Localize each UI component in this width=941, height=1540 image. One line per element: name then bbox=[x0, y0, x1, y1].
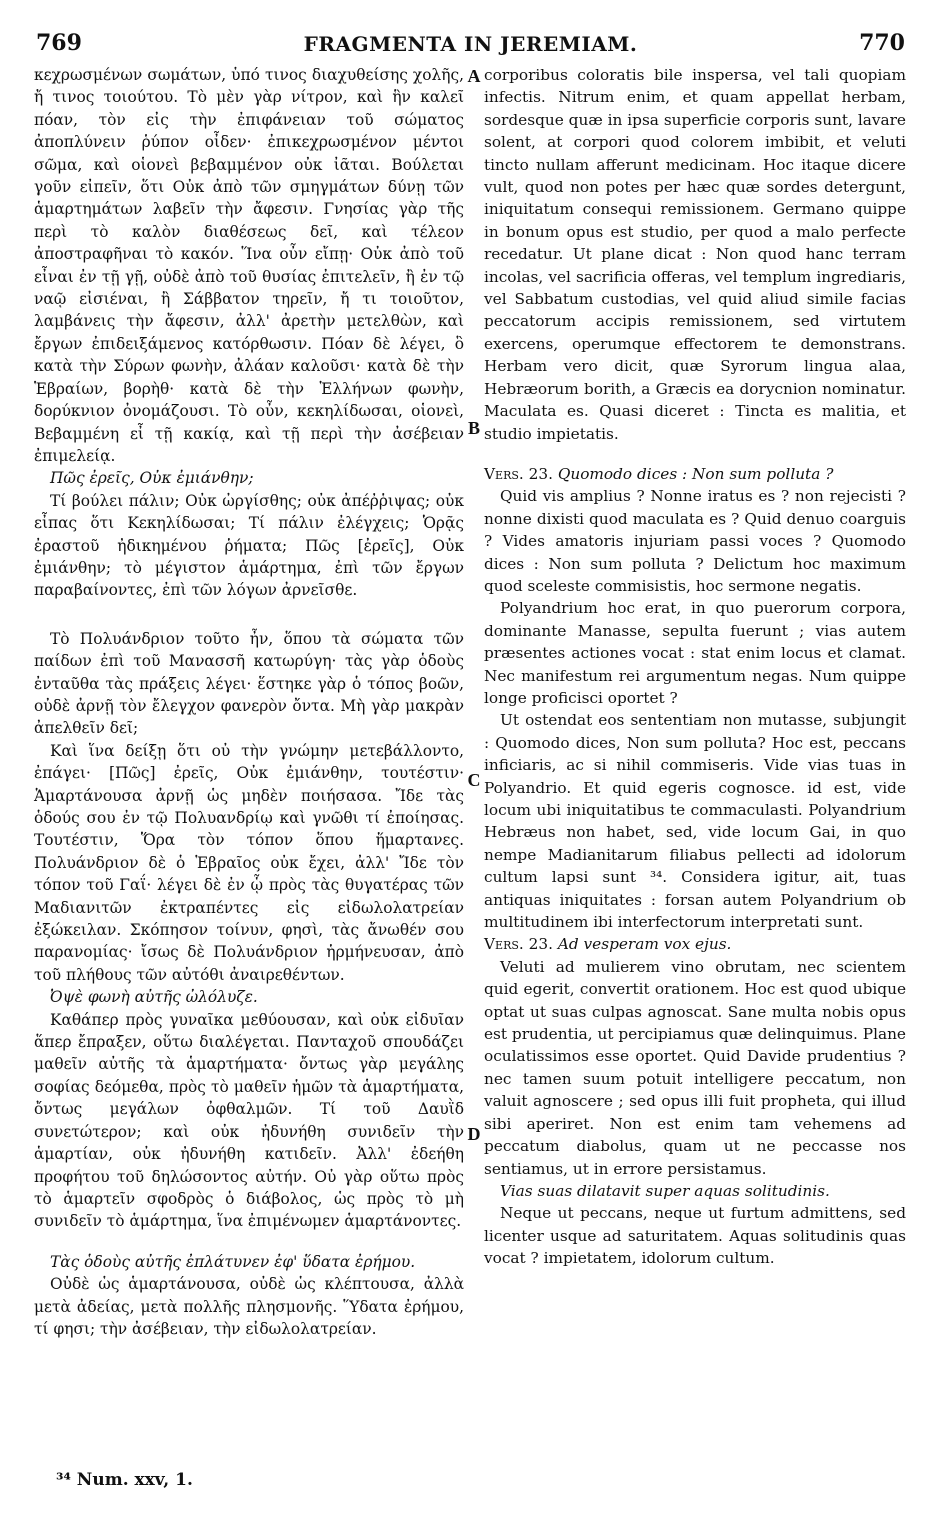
latin-column bbox=[484, 64, 906, 1270]
greek-lemma: Τὰς ὁδοὺς αὐτῆς ἐπλάτυνεν ἐφ' ὕδατα ἐρήμου. bbox=[50, 1252, 416, 1271]
margin-marker-c: C bbox=[467, 770, 481, 790]
greek-paragraph: κεχρωσμένων σωμάτων, ὑπό τινος διαχυθείσης χολῆς, ἤ τινος τοιούτου. Τὸ μὲν γὰρ νίτρον, καὶ ἣν καλεῖ πόαν, τὸν εἰς τὴν ἐπιφάνειαν τοῦ σώματος ἀποπλύνειν ῥύπον οἶδεν· ἐπικεχρωσμένον μέντοι σῶμα, καὶ οἱονεὶ βεβαμμένον οὐκ ἰᾶται. Βούλεται γοῦν εἰπεῖν, ὅτι Οὐκ ἀπὸ τῶν σμηγμάτων δύνῃ τῶν ἁμαρτημάτων λαβεῖν τὴν ἄφεσιν. Γνησίας γὰρ τῆς περὶ τὸ καλὸν διαθέσεως δεῖ, καὶ τέλεον ἀποστραφῆναι τὸ κακόν. Ἵνα οὖν εἴπῃ· Οὐκ ἀπὸ τοῦ εἶναι ἐν τῇ γῇ, οὐδὲ ἀπὸ τοῦ θυσίας ἐπιτελεῖν, ἢ ἐν τῷ ναῷ εἰσιέναι, ἢ Σάββατον τηρεῖν, ἤ τι τοιοῦτον, λαμβάνεις τὴν ἄφεσιν, ἀλλ' ἀρετὴν μετελθὼν, καὶ ἔργων ἐπιδειξάμενος κατόρθωσιν. Πόαν δὲ λέγει, ὃ κατὰ τὴν Σύρων φωνὴν, ἀλάαν καλοῦσι· κατὰ δὲ τὴν Ἑβραίων, βορὴθ· κατὰ δὲ τὴν Ἑλλήνων φωνὴν, δορύκνιον ὀνομάζουσι. Τὸ οὖν, κεκηλίδωσαι, οἱονεὶ, Βεβαμμένη εἶ τῇ κακίᾳ, καὶ τῇ περὶ τὴν ἀσέβειαν ἐπιμελείᾳ. bbox=[34, 66, 464, 465]
greek-paragraph: Οὐδὲ ὡς ἁμαρτάνουσα, οὐδὲ ὡς κλέπτουσα, ἀλλὰ μετὰ ἀδείας, μετὰ πολλῆς πλησμονῆς. Ὕδατα ἐρήμου, τί φησι; τὴν ἀσέβειαν, τὴν εἰδωλολατρείαν. bbox=[34, 1275, 464, 1338]
latin-paragraph: Polyandrium hoc erat, in quo puerorum corpora, dominante Manasse, sepulta fuerunt ; vias autem præsentes actiones vocat : stat enim locus et clamat. Nec manifestum rei argumentum negas. Num quippe longe proficisci oportet ? bbox=[484, 599, 906, 707]
page-number-right: 770 bbox=[859, 30, 905, 56]
greek-paragraph: Τὸ Πολυάνδριον τοῦτο ἦν, ὅπου τὰ σώματα τῶν παίδων ἐπὶ τοῦ Μανασσῆ κατωρύγη· τὰς γὰρ ὁδοὺς ἐνταῦθα τὰς πράξεις λέγει· ἕστηκε γὰρ ὁ τόπος βοῶν, οὐδὲ ἀρνῇ τὸν ἔλεγχον φανερὸν ὄντα. Μὴ γὰρ μακρὰν ἀπελθεῖν δεῖ; bbox=[34, 629, 464, 738]
greek-paragraph: Τί βούλει πάλιν; Οὐκ ὠργίσθης; οὐκ ἀπέῤῥιψας; οὐκ εἶπας ὅτι Κεκηλίδωσαι; Τί πάλιν ἐλέγχεις; Ὁρᾷς ἐραστοῦ ἠδικημένου ῥήματα; Πῶς [ἐρεῖς], Οὐκ ἐμιάνθην; τὸ μέγιστον ἁμάρτημα, ἐπὶ τῶν ἔργων παραβαίνοντες, ἐπὶ τῶν λόγων ἀρνεῖσθε. bbox=[34, 491, 464, 600]
greek-paragraph: Καθάπερ πρὸς γυναῖκα μεθύουσαν, καὶ οὐκ εἰδυῖαν ἅπερ ἔπραξεν, οὕτω διαλέγεται. Πανταχοῦ σπουδάζει μαθεῖν αὐτῆς τὰ ἁμαρτήματα· ὄντως γὰρ μεγάλης σοφίας δεόμεθα, πρὸς τὸ μαθεῖν ἡμῶν τὰ ἁμαρτήματα, ὄντως μεγάλων ὀφθαλμῶν. Τί τοῦ Δαυῒδ συνετώτερον; καὶ οὐκ ἠδυνήθη συνιδεῖν τὴν ἁμαρτίαν, οὐκ ἠδυνήθη κατιδεῖν. Ἀλλ' ἐδεήθη προφήτου τοῦ δηλώσοντος αὐτήν. Οὐ γὰρ οὕτω πρὸς τὸ ἁμαρτεῖν σφοδρὸς ὁ διάβολος, ὡς πρὸς τὸ μὴ συνιδεῖν τὸ ἁμάρτημα, ἵνα ἐπιμένωμεν ἁμαρτάνοντες. bbox=[34, 1010, 464, 1231]
greek-column bbox=[34, 64, 464, 1340]
margin-marker-a: A bbox=[467, 66, 481, 86]
verse-heading bbox=[484, 933, 906, 955]
latin-paragraph: Quid vis amplius ? Nonne iratus es ? non rejecisti ? nonne dixisti quod maculata es ? Quid denuo coarguis ? Vides amatoris injuriam passi voces ? Quomodo dices : Non sum polluta ? Delictum hoc maximum quod sceleste commisistis, hoc sermone negatis. bbox=[484, 487, 906, 595]
verse-label: Vers. 23. bbox=[484, 464, 553, 483]
verse-text: Ad vesperam vox ejus. bbox=[557, 935, 732, 954]
verse-text: Quomodo dices : Non sum polluta ? bbox=[557, 464, 834, 483]
latin-paragraph: Neque ut peccans, neque ut furtum admittens, sed licenter usque ad saturitatem. Aquas solitudinis quas vocat ? impietatem, idolorum cultum. bbox=[484, 1204, 906, 1268]
verse-heading bbox=[484, 463, 906, 485]
verse-label: Vers. 23. bbox=[484, 935, 553, 954]
latin-paragraph: Veluti ad mulierem vino obrutam, nec scientem quid egerit, convertit orationem. Hoc est quod ubique optat ut suas culpas agnoscat. Sane multa nobis opus est prudentia, ut percipiamus quæ delinquimus. Plane oculatissimos esse oportet. Quid Davide prudentius ? nec tamen suum potuit intelligere peccatum, non valuit agnoscere ; sed opus illi fuit propheta, qui illud sibi aperiret. Non est enim tam vehemens ad peccatum diabolus, quam ut ne peccasse nos sentiamus, ut in errore persistamus. bbox=[484, 957, 906, 1178]
page-number-left: 769 bbox=[36, 30, 82, 56]
latin-paragraph: Ut ostendat eos sententiam non mutasse, subjungit : Quomodo dices, Non sum polluta? Hoc est, peccans inficiaris, ac si nihil commiseris. Vide vias tuas in Polyandrio. Et quid egeris cognosce. id est, vide locum ubi iniquitatibus te commaculasti. Polyandrium Hebræus non habet, sed, vide locum Gai, in quo nempe Madianitarum filiabus pellecti ad idolorum cultum lapsi sunt ³⁴. Considera igitur, ait, tuas antiquas iniquitates : forsan autem Polyandrium ob multitudinem ibi interfectorum interpretati sunt. bbox=[484, 711, 906, 932]
greek-paragraph: Καὶ ἵνα δείξῃ ὅτι οὐ τὴν γνώμην μετεβάλλοντο, ἐπάγει· [Πῶς] ἐρεῖς, Οὐκ ἐμιάνθην, τουτέστιν· Ἁμαρτάνουσα ἀρνῇ ὡς μηδὲν ποιήσασα. Ἴδε τὰς ὁδούς σου ἐν τῷ Πολυανδρίῳ καὶ γνῶθι τί ἐποίησας. Τουτέστιν, Ὅρα τὸν τόπον ὅπου ἥμαρτανες. Πολυάνδριον δὲ ὁ Ἑβραῖος οὐκ ἔχει, ἀλλ' Ἴδε τὸν τόπον τοῦ Γαΐ· λέγει δὲ ἐν ᾧ πρὸς τὰς θυγατέρας τῶν Μαδιανιτῶν ἐκτραπέντες εἰς εἰδωλολατρείαν ἐξώκειλαν. Σκόπησον τοίνυν, φησὶ, τὰς ἄνωθέν σου παρανομίας· ἴσως δὲ Πολυάνδριον ἡρμήνευσαν, ἀπὸ τοῦ πλήθους τῶν αὐτόθι ἀναιρεθέντων. bbox=[34, 741, 464, 984]
margin-marker-d: D bbox=[467, 1124, 481, 1144]
greek-lemma: Ὀψὲ φωνὴ αὐτῆς ὠλόλυζε. bbox=[50, 988, 258, 1007]
margin-marker-b: B bbox=[467, 418, 480, 438]
page-title: FRAGMENTA IN JEREMIAM. bbox=[303, 32, 638, 56]
latin-paragraph: corporibus coloratis bile inspersa, vel tali quopiam infectis. Nitrum enim, et quam appellat herbam, sordesque quæ in ipsa superficie corporis sunt, lavare solent, at corpori quod colorem imbibit, et veluti tincto nullam afferunt medicinam. Hoc itaque dicere vult, quod non potes per hæc quæ sordes detergunt, iniquitatum consequi remissionem. Germano quippe in bonum opus est studio, per quod a malo perfecte recedatur. Ut plane dicat : Non quod hanc terram incolas, vel sacrificia offeras, vel templum ingrediaris, vel Sabbatum custodias, vel quid aliud simile facias peccatorum accipis remissionem, sed virtutem exercens, operumque effectorem te demonstrans. Herbam vero dicit, quæ Syrorum lingua alaa, Hebræorum borith, a Græcis ea dorycnion nominatur. Maculata es. Quasi diceret : Tincta es malitia, et studio impietatis. bbox=[484, 66, 906, 443]
verse-heading: Vias suas dilatavit super aquas solitudinis. bbox=[500, 1181, 830, 1200]
footnote: ³⁴ Num. xxv, 1. bbox=[56, 1470, 193, 1490]
running-header bbox=[36, 30, 905, 60]
greek-lemma: Πῶς ἐρεῖς, Οὐκ ἐμιάνθην; bbox=[50, 469, 254, 488]
